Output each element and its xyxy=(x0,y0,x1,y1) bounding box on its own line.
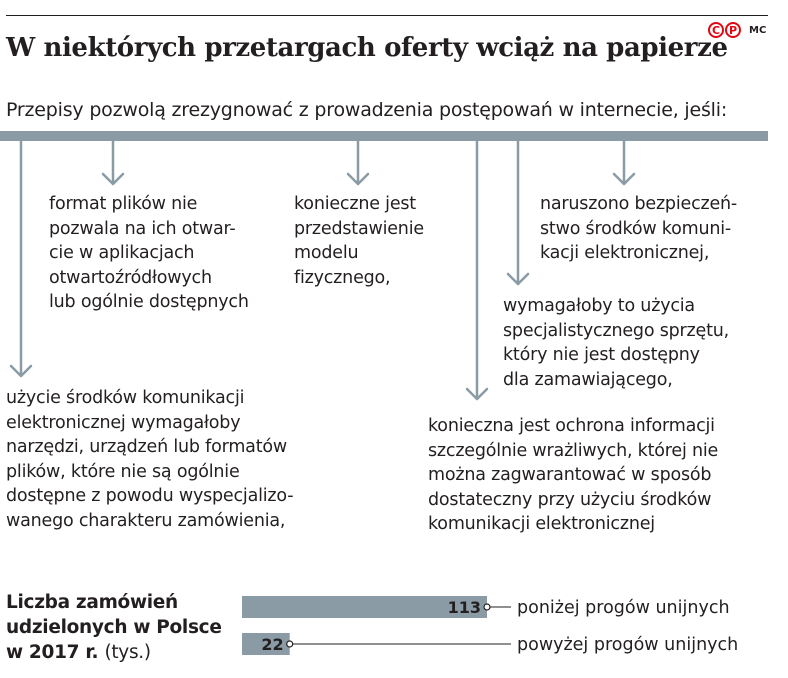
condition-text: użycie środków komunikacji elektronicznej wymagałoby narzędzi, urządzeń lub formatów plików, które nie są ogólnie dostępne z powodu wyspecjalizo- wanego charakteru zamówienia, xyxy=(6,388,294,531)
bar-value-label: 22 xyxy=(261,635,284,654)
category-label: powyżej progów unijnych xyxy=(517,635,739,655)
condition-text: format plików nie pozwala na ich otwar- cie w aplikacjach otwartoźródłowych lub ogólnie dostępnych xyxy=(49,194,249,312)
leader-dot xyxy=(484,604,490,610)
chart-unit: (tys.) xyxy=(104,642,151,663)
condition-text: wymagałoby to użycia specjalistycznego sprzętu, który nie jest dostępny dla zamawiającego, xyxy=(503,296,729,390)
bar-value-label: 113 xyxy=(447,598,481,617)
author-credit: MC xyxy=(749,24,767,36)
category-label: poniżej progów unijnych xyxy=(517,598,730,618)
logo-letter-p: P xyxy=(725,22,741,38)
intro-text: Przepisy pozwolą zrezygnować z prowadzenia postępowań w internecie, jeśli: xyxy=(6,99,728,121)
condition-text: naruszono bezpieczeń- stwo środków komuni- kacji elektronicznej, xyxy=(540,194,738,263)
chart-title-text: Liczba zamówień udzielonych w Polsce w 2017 r. xyxy=(6,592,222,663)
page-title: W niektórych przetargach oferty wciąż na papierze xyxy=(6,33,728,63)
logo-letter-c: C xyxy=(708,22,724,38)
condition-text: konieczne jest przedstawienie modelu fizycznego, xyxy=(294,194,424,288)
condition-text: konieczna jest ochrona informacji szczególnie wrażliwych, której nie można zagwarantować w sposób dostateczny przy użyciu środków komunikacji elektronicznej xyxy=(428,416,719,534)
leader-dot xyxy=(287,641,293,647)
